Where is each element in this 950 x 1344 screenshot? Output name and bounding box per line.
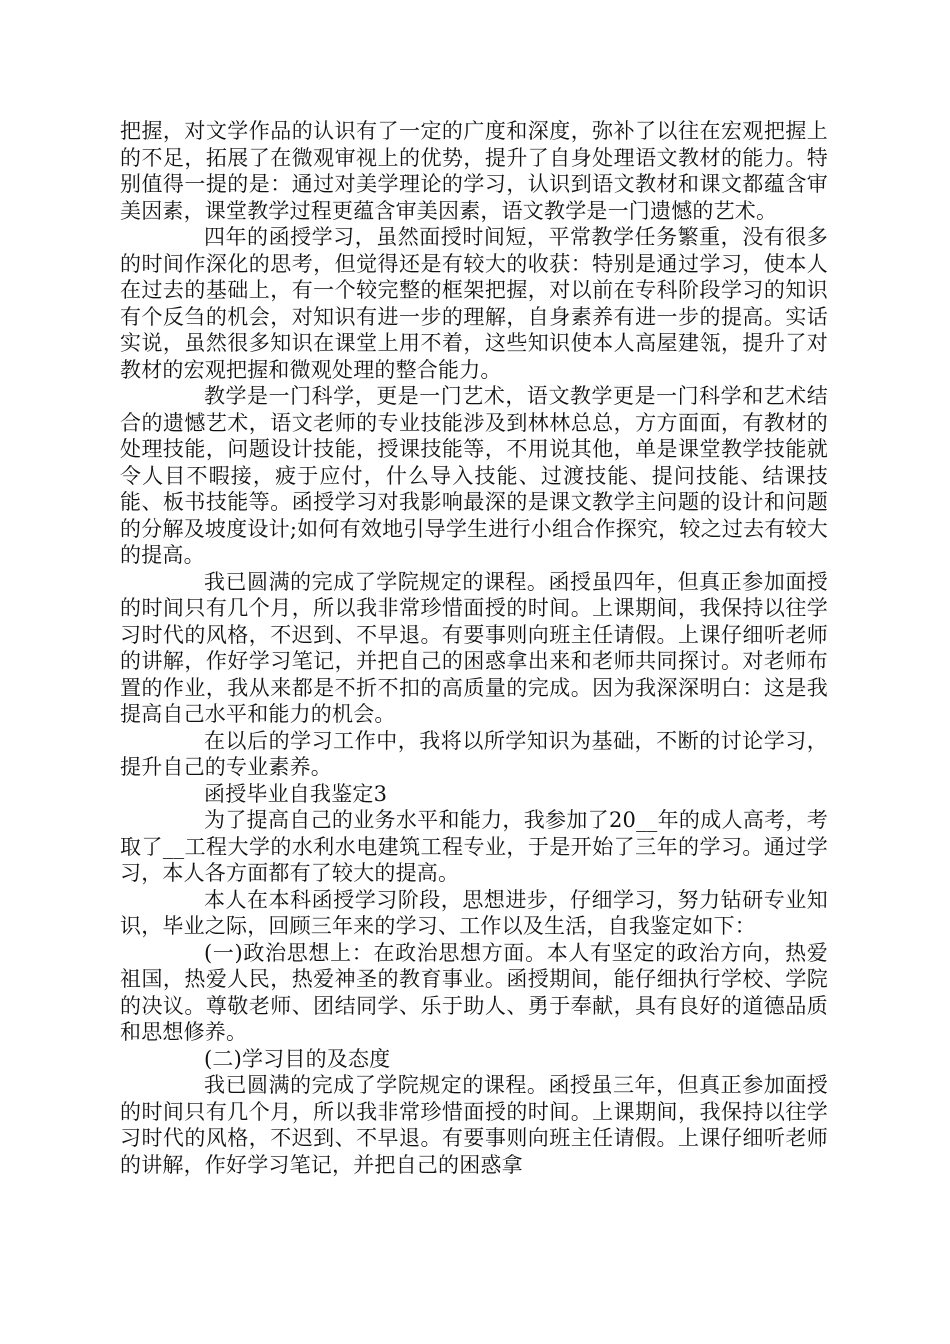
paragraph: 在以后的学习工作中，我将以所学知识为基础，不断的讨论学习，提升自己的专业素养。 bbox=[120, 728, 828, 779]
paragraph: 教学是一门科学，更是一门艺术，语文教学更是一门科学和艺术结合的遗憾艺术，语文老师的专业技能涉及到林林总总，方方面面，有教材的处理技能，问题设计技能，授课技能等，不用说其他，单是课堂教学技能就令人目不暇接，疲于应付，什么导入技能、过渡技能、提问技能、结课技能、板书技能等。函授学习对我影响最深的是课文教学主问题的设计和问题的分解及坡度设计;如何有效地引导学生进行小组合作探究，较之过去有较大的提高。 bbox=[120, 384, 828, 567]
document-page bbox=[120, 118, 828, 1178]
paragraph: 本人在本科函授学习阶段，思想进步，仔细学习，努力钻研专业知识，毕业之际，回顾三年来的学习、工作以及生活，自我鉴定如下： bbox=[120, 887, 828, 938]
paragraph: 我已圆满的完成了学院规定的课程。函授虽四年，但真正参加面授的时间只有几个月，所以我非常珍惜面授的时间。上课期间，我保持以往学习时代的风格，不迟到、不早退。有要事则向班主任请假。上课仔细听老师的讲解，作好学习笔记，并把自己的困惑拿出来和老师共同探讨。对老师布置的作业，我从来都是不折不扣的高质量的完成。因为我深深明白：这是我提高自己水平和能力的机会。 bbox=[120, 569, 828, 726]
paragraph-continued: 把握，对文学作品的认识有了一定的广度和深度，弥补了以往在宏观把握上的不足，拓展了在微观审视上的优势，提升了自身处理语文教材的能力。特别值得一提的是：通过对美学理论的学习，认识到语文教材和课文都蕴含审美因素，课堂教学过程更蕴含审美因素，语文教学是一门遗憾的艺术。 bbox=[120, 119, 828, 223]
paragraph: 为了提高自己的业务水平和能力，我参加了20__年的成人高考，考取了__工程大学的水利水电建筑工程专业，于是开始了三年的学习。通过学习，本人各方面都有了较大的提高。 bbox=[120, 808, 828, 885]
paragraph: (一)政治思想上：在政治思想方面。本人有坚定的政治方向，热爱祖国，热爱人民，热爱神圣的教育事业。函授期间，能仔细执行学校、学院的决议。尊敬老师、团结同学、乐于助人、勇于奉献，具有良好的道德品质和思想修养。 bbox=[120, 940, 828, 1044]
paragraph: 我已圆满的完成了学院规定的课程。函授虽三年，但真正参加面授的时间只有几个月，所以我非常珍惜面授的时间。上课期间，我保持以往学习时代的风格，不迟到、不早退。有要事则向班主任请假。上课仔细听老师的讲解，作好学习笔记，并把自己的困惑拿 bbox=[120, 1073, 828, 1177]
paragraph: 四年的函授学习，虽然面授时间短，平常教学任务繁重，没有很多的时间作深化的思考，但觉得还是有较大的收获：特别是通过学习，使本人在过去的基础上，有一个较完整的框架把握，对以前在专科阶段学习的知识有个反刍的机会，对知识有进一步的理解，自身素养有进一步的提高。实话实说，虽然很多知识在课堂上用不着，这些知识使本人高屋建瓴，提升了对教材的宏观把握和微观处理的整合能力。 bbox=[120, 225, 828, 382]
subsection-heading: (二)学习目的及态度 bbox=[204, 1046, 391, 1071]
section-heading: 函授毕业自我鉴定3 bbox=[204, 781, 388, 806]
